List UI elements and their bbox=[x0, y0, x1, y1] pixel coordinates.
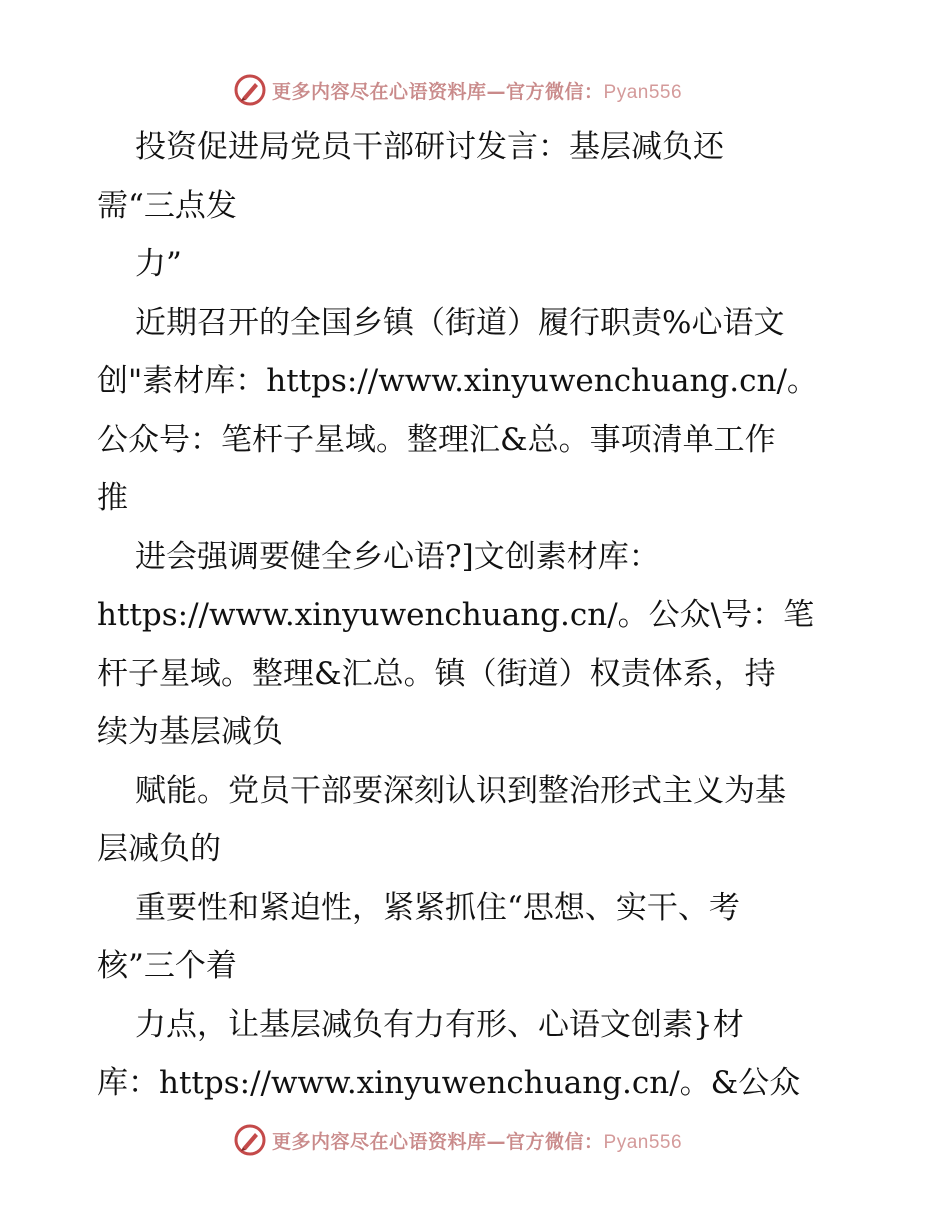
document-title-line: 需“三点发 bbox=[97, 187, 237, 224]
document-title-line: 投资促进局党员干部研讨发言：基层减负还 bbox=[135, 129, 724, 165]
document-title-line: 力” bbox=[135, 246, 182, 282]
paragraph-line: 续为基层减负 bbox=[97, 714, 283, 750]
pen-logo-icon bbox=[234, 74, 266, 106]
watermark-wechat-id: Pyan556 bbox=[603, 81, 683, 103]
paragraph-line: https://www.xinyuwenchuang.cn/。公众\号：笔 bbox=[97, 597, 815, 633]
paragraph-line: 核”三个着 bbox=[97, 948, 237, 984]
paragraph-line: 进会强调要健全乡心语?]文创素材库： bbox=[135, 538, 660, 575]
watermark-header bbox=[234, 72, 754, 108]
document-body bbox=[97, 118, 897, 1113]
paragraph-line: 杆子星域。整理&汇总。镇（街道）权责体系，持 bbox=[97, 655, 776, 692]
paragraph-line: 创"素材库：https://www.xinyuwenchuang.cn/。 bbox=[97, 363, 818, 399]
pen-logo-icon bbox=[234, 1124, 266, 1156]
watermark-wechat-id: Pyan556 bbox=[603, 1131, 683, 1153]
paragraph-line: 力点，让基层减负有力有形、心语文创素}材 bbox=[135, 1006, 744, 1043]
paragraph-line: 赋能。党员干部要深刻认识到整治形式主义为基 bbox=[135, 772, 786, 809]
paragraph-line: 重要性和紧迫性，紧紧抓住“思想、实干、考 bbox=[135, 889, 740, 926]
paragraph-line: 推 bbox=[97, 480, 128, 516]
paragraph-line: 层减负的 bbox=[97, 831, 221, 867]
watermark-text: 更多内容尽在心语资料库—官方微信：Pyan556 bbox=[272, 1130, 683, 1153]
watermark-text: 更多内容尽在心语资料库—官方微信：Pyan556 bbox=[272, 80, 683, 103]
paragraph-line: 近期召开的全国乡镇（街道）履行职责%心语文 bbox=[135, 304, 785, 341]
watermark-footer bbox=[234, 1122, 754, 1158]
paragraph-line: 公众号：笔杆子星域。整理汇&总。事项清单工作 bbox=[97, 421, 776, 458]
paragraph-line: 库：https://www.xinyuwenchuang.cn/。&公众 bbox=[97, 1065, 801, 1101]
